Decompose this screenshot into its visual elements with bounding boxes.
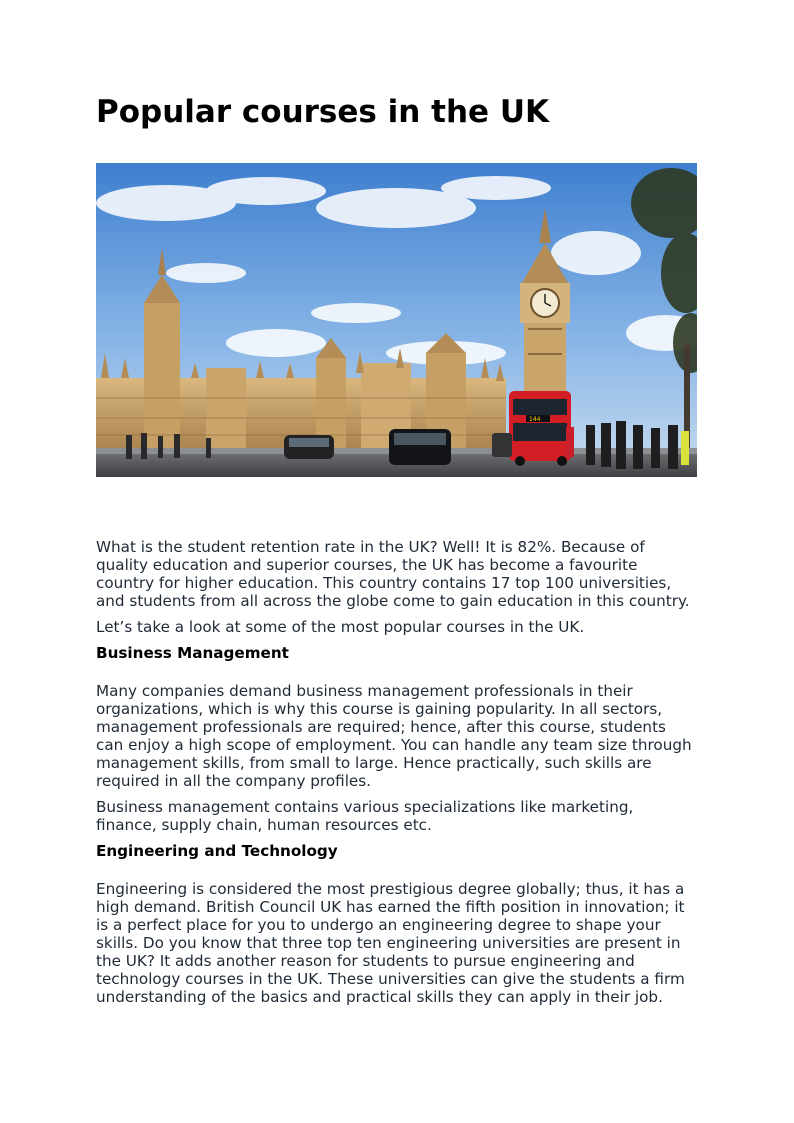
intro-paragraph-2: Let’s take a look at some of the most popular courses in the UK.	[96, 618, 585, 636]
svg-text:144: 144	[529, 416, 541, 423]
business-paragraph-1: Many companies demand business management professionals in their organizations, which is why this course is gaining popularity. In all sectors, management professionals are required; hence, after this course, students can enjoy a high scope of employment. You can handle any team size through management skills, from small to large. Hence practically, such skills are required in all the company profiles.	[96, 682, 692, 790]
hero-image-parliament	[96, 163, 697, 477]
section-heading-engineering-technology: Engineering and Technology	[96, 842, 338, 860]
intro-paragraph-1: What is the student retention rate in the UK? Well! It is 82%. Because of quality education and superior courses, the UK has become a favourite country for higher education. This country contains 17 top 100 universities, and students from all across the globe come to gain education in this country.	[96, 538, 690, 610]
business-paragraph-2: Business management contains various specializations like marketing, finance, supply chain, human resources etc.	[96, 798, 634, 834]
article-body	[96, 538, 698, 1014]
section-heading-business-management: Business Management	[96, 644, 289, 662]
page-title: Popular courses in the UK	[96, 94, 550, 130]
red-double-decker-bus	[509, 391, 571, 466]
engineering-paragraph-1: Engineering is considered the most prestigious degree globally; thus, it has a high demand. British Council UK has earned the fifth position in innovation; it is a perfect place for you to undergo an engineering degree to shape your skills. Do you know that three top ten engineering universities are present in the UK? It adds another reason for students to pursue engineering and technology courses in the UK. These universities can give the students a firm understanding of the basics and practical skills they can apply in their job.	[96, 880, 685, 1006]
